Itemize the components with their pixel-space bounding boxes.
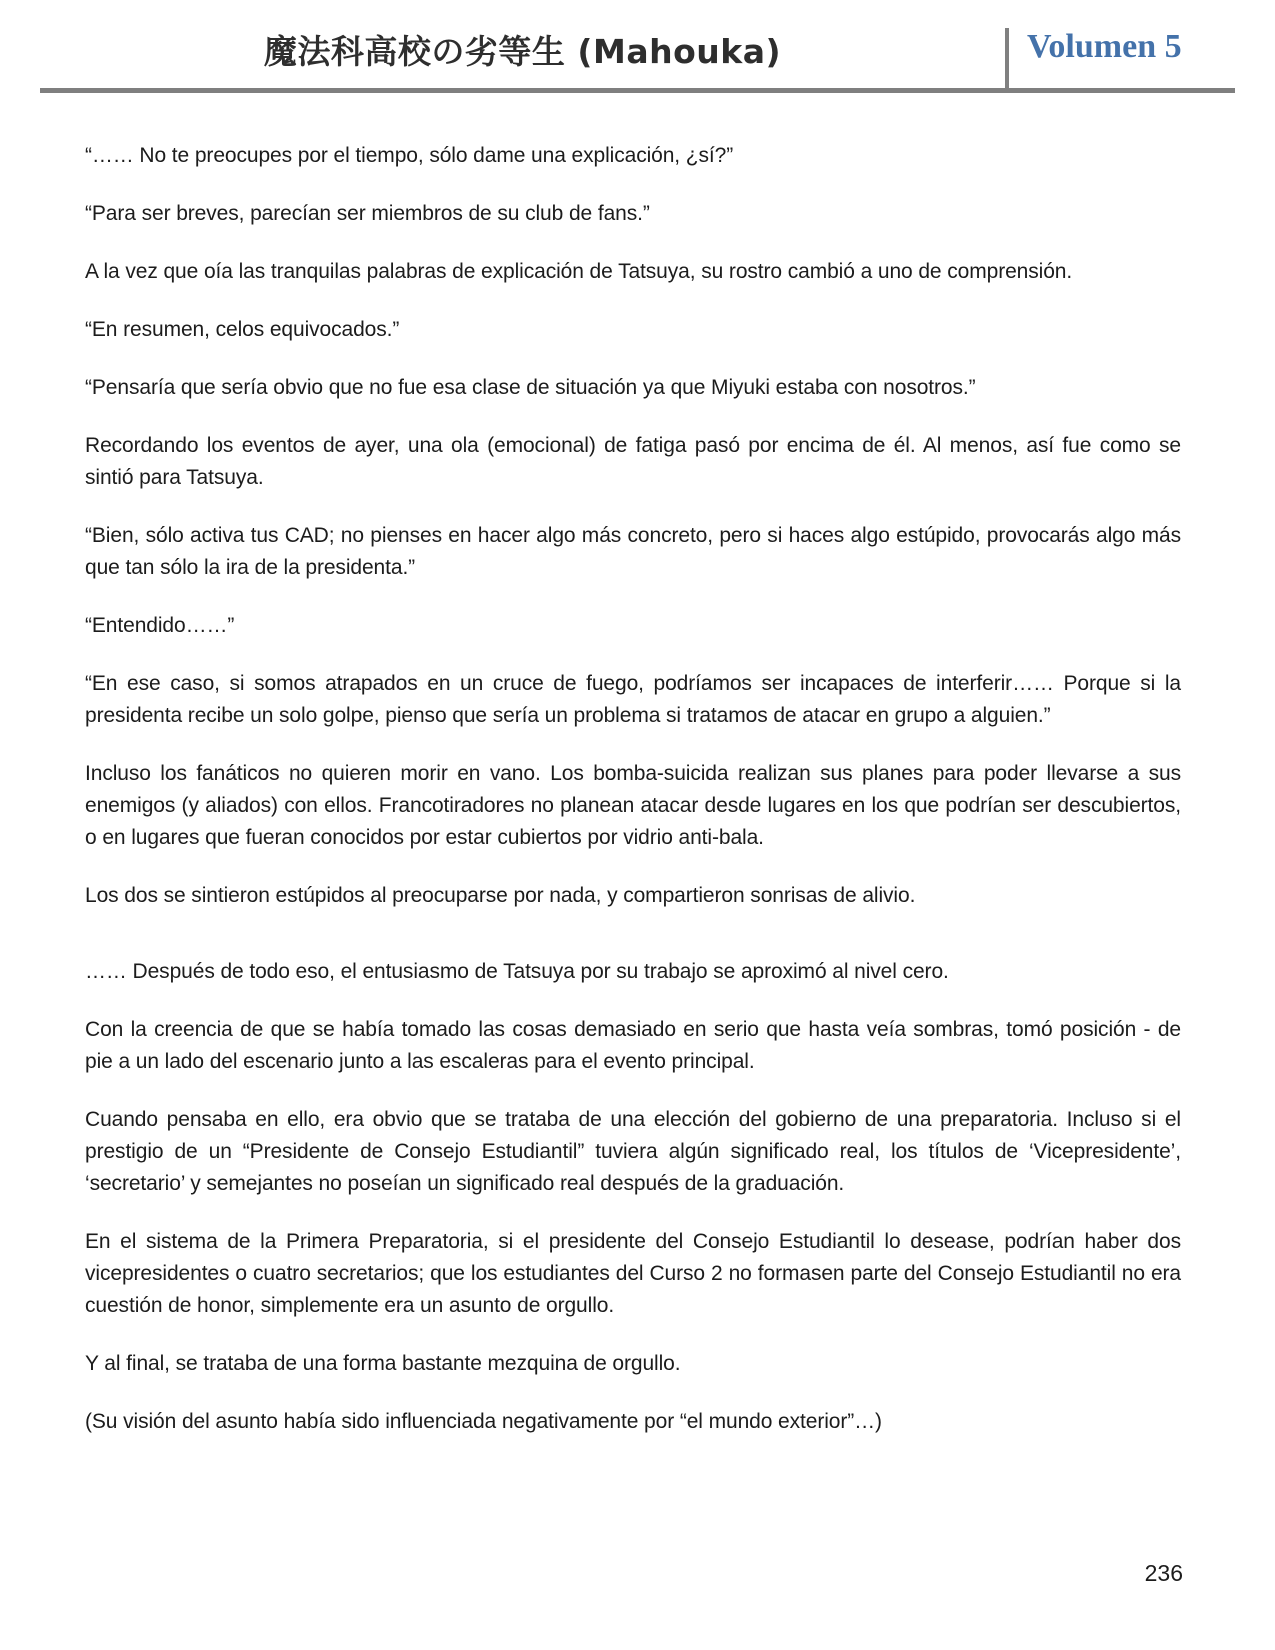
body-text bbox=[85, 140, 1181, 1464]
paragraph: (Su visión del asunto había sido influenciada negativamente por “el mundo exterior”…) bbox=[85, 1410, 882, 1433]
paragraph: “Bien, sólo activa tus CAD; no pienses en hacer algo más concreto, pero si haces algo estúpido, provocarás algo más que tan sólo la ira de la presidenta.” bbox=[85, 524, 1181, 579]
paragraph: Los dos se sintieron estúpidos al preocuparse por nada, y compartieron sonrisas de alivio. bbox=[85, 884, 916, 907]
page-number: 236 bbox=[1144, 1560, 1183, 1586]
paragraph: “En ese caso, si somos atrapados en un cruce de fuego, podríamos ser incapaces de interferir…… Porque si la presidenta recibe un solo golpe, pienso que sería un problema si tratamos de atacar en grupo a alguien.” bbox=[85, 672, 1181, 727]
paragraph: Incluso los fanáticos no quieren morir en vano. Los bomba-suicida realizan sus planes para poder llevarse a sus enemigos (y aliados) con ellos. Francotiradores no planean atacar desde lugares en los que podrían ser descubiertos, o en lugares que fueran conocidos por estar cubiertos por vidrio anti-bala. bbox=[85, 762, 1181, 849]
paragraph: “…… No te preocupes por el tiempo, sólo dame una explicación, ¿sí?” bbox=[85, 144, 734, 167]
paragraph: Recordando los eventos de ayer, una ola (emocional) de fatiga pasó por encima de él. Al menos, así fue como se sintió para Tatsuya. bbox=[85, 434, 1181, 489]
paragraph: En el sistema de la Primera Preparatoria, si el presidente del Consejo Estudiantil lo desease, podrían haber dos vicepresidentes o cuatro secretarios; que los estudiantes del Curso 2 no formasen parte del Consejo Estudiantil no era cuestión de honor, simplemente era un asunto de orgullo. bbox=[85, 1230, 1181, 1317]
document-title: 魔法科高校の劣等生 (Mahouka) bbox=[263, 32, 782, 71]
header-divider bbox=[1005, 28, 1009, 88]
paragraph: “Pensaría que sería obvio que no fue esa clase de situación ya que Miyuki estaba con nosotros.” bbox=[85, 376, 976, 399]
paragraph: “Para ser breves, parecían ser miembros de su club de fans.” bbox=[85, 202, 650, 225]
paragraph: “En resumen, celos equivocados.” bbox=[85, 318, 400, 341]
page-header bbox=[40, 0, 1235, 93]
paragraph: Con la creencia de que se había tomado las cosas demasiado en serio que hasta veía sombras, tomó posición - de pie a un lado del escenario junto a las escaleras para el evento principal. bbox=[85, 1018, 1181, 1073]
paragraph: Y al final, se trataba de una forma bastante mezquina de orgullo. bbox=[85, 1352, 681, 1375]
paragraph: …… Después de todo eso, el entusiasmo de Tatsuya por su trabajo se aproximó al nivel cero. bbox=[85, 960, 949, 983]
paragraph: “Entendido……” bbox=[85, 614, 235, 637]
paragraph: A la vez que oía las tranquilas palabras de explicación de Tatsuya, su rostro cambió a uno de comprensión. bbox=[85, 260, 1073, 283]
volume-label: Volumen 5 bbox=[1027, 28, 1182, 65]
paragraph: Cuando pensaba en ello, era obvio que se trataba de una elección del gobierno de una preparatoria. Incluso si el prestigio de un “Presidente de Consejo Estudiantil” tuviera algún significado real, los títulos de ‘Vicepresidente’, ‘secretario’ y semejantes no poseían un significado real después de la graduación. bbox=[85, 1108, 1181, 1195]
